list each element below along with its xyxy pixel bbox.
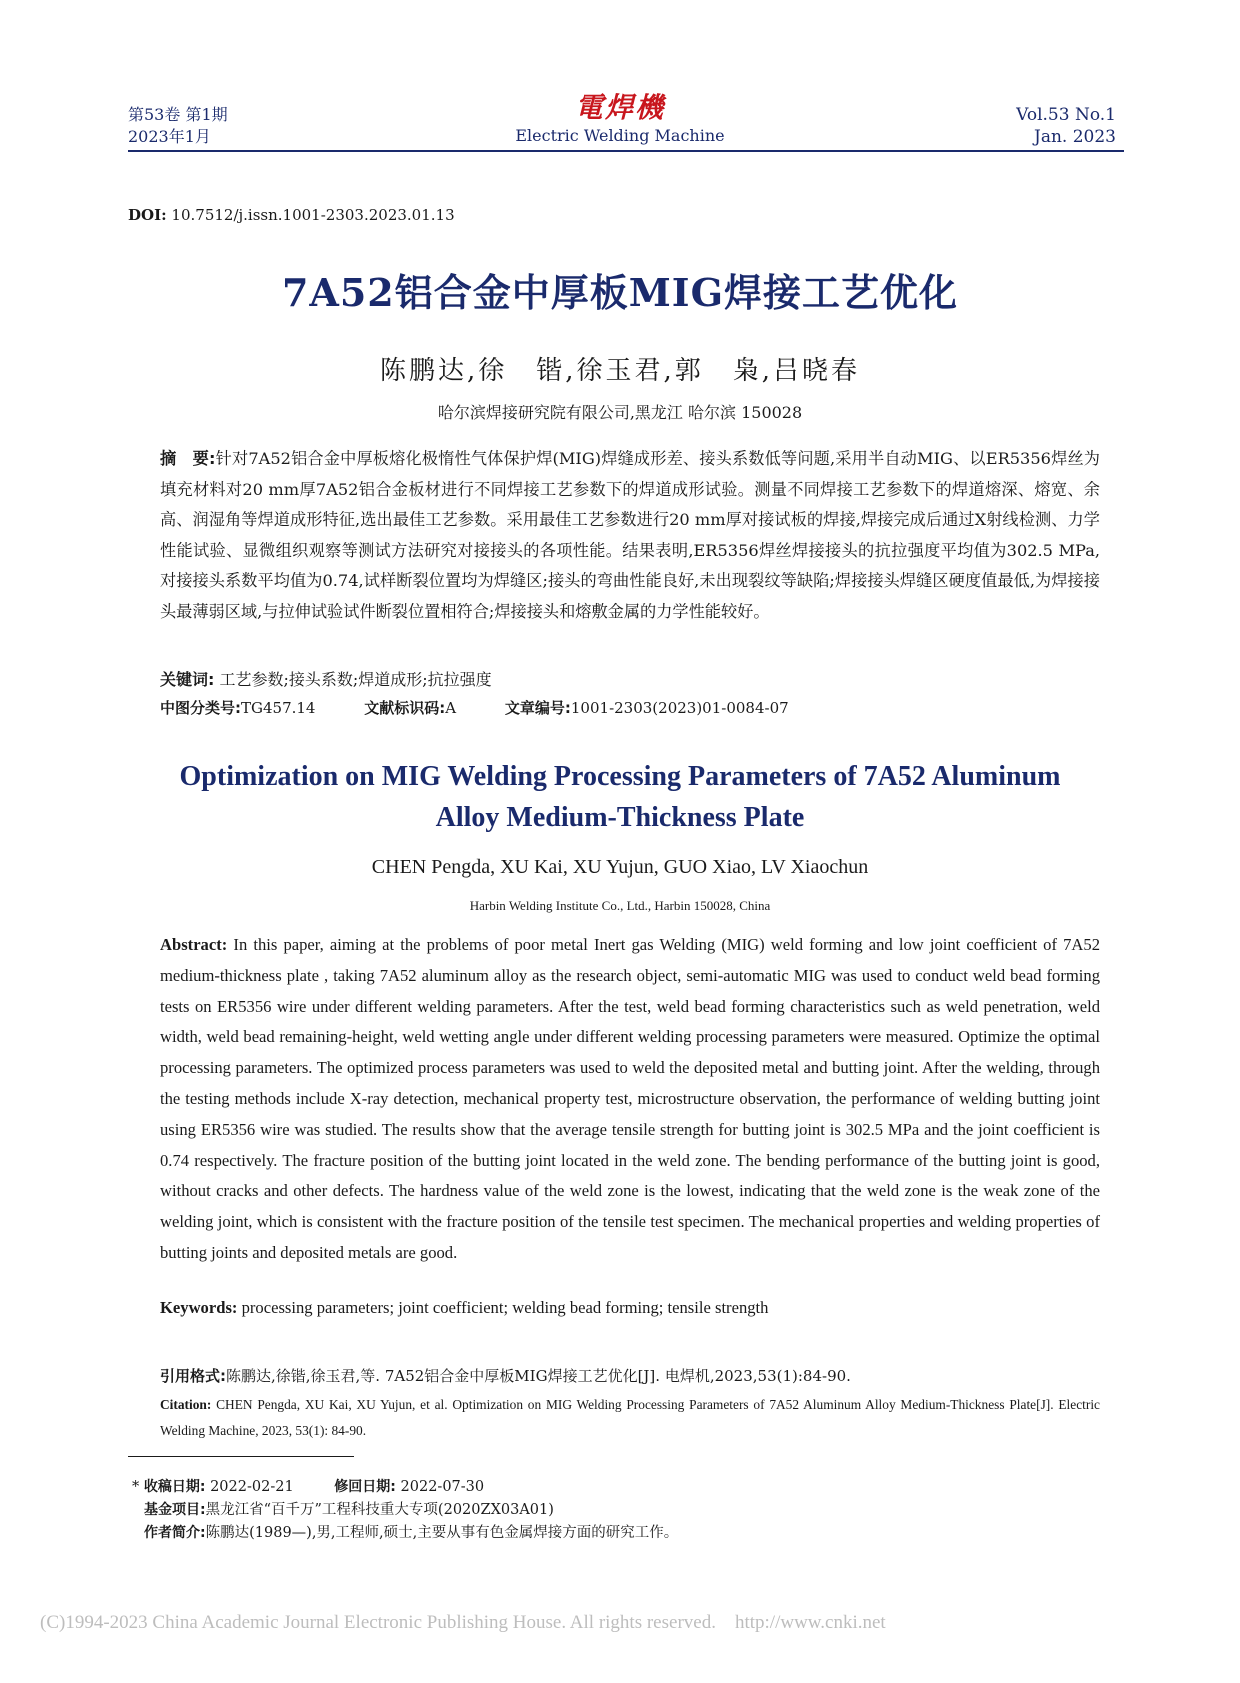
doi-value[interactable]: 10.7512/j.issn.1001-2303.2023.01.13 <box>171 206 455 224</box>
keywords-cn-label: 关键词: <box>160 670 215 689</box>
fund-text: 黑龙江省“百千万”工程科技重大专项(2020ZX03A01) <box>205 1502 554 1518</box>
citation-cn-text: 陈鹏达,徐锴,徐玉君,等. 7A52铝合金中厚板MIG焊接工艺优化[J]. 电焊机,2023,53(1):84-90. <box>226 1367 851 1385</box>
doi-label: DOI: <box>128 206 167 224</box>
received-date: 2022-02-21 <box>210 1479 294 1495</box>
header-volume-en <box>1016 104 1116 148</box>
footnote-star: * <box>132 1479 140 1495</box>
volume-issue-en: Vol.53 No.1 <box>1016 105 1116 125</box>
journal-logo: 電焊機 <box>574 91 665 124</box>
journal-masthead <box>420 92 820 146</box>
received-label: 收稿日期: <box>143 1479 206 1495</box>
citation-en-label: Citation: <box>160 1397 212 1412</box>
header-volume-cn <box>128 104 228 148</box>
fund-label: 基金项目: <box>144 1502 206 1518</box>
abstract-cn-text: 针对7A52铝合金中厚板熔化极惰性气体保护焊(MIG)焊缝成形差、接头系数低等问题,采用半自动MIG、以ER5356焊丝为填充材料对20 mm厚7A52铝合金板材进行不同焊接工艺参数下的焊道成形试验。测量不同焊接工艺参数下的焊道熔深、熔宽、余高、润湿角等焊道成形特征,选出最佳工艺参数。采用最佳工艺参数进行20 mm厚对接试板的焊接,焊接完成后通过X射线检测、力学性能试验、显微组织观察等测试方法研究对接接头的各项性能。结果表明,ER5356焊丝焊接接头的抗拉强度平均值为302.5 MPa,对接接头系数平均值为0.74,试样断裂位置均为焊缝区;接头的弯曲性能良好,未出现裂纹等缺陷;焊接接头焊缝区硬度值最低,为焊接接头最薄弱区域,与拉伸试验试件断裂位置相符合;焊接接头和熔敷金属的力学性能较好。 <box>160 449 1100 621</box>
keywords-en-label: Keywords: <box>160 1298 238 1317</box>
doc-code-item <box>364 699 456 717</box>
citation-en-text: CHEN Pengda, XU Kai, XU Yujun, et al. Optimization on MIG Welding Processing Parameters of 7A52 Aluminum Alloy Medium-Thickness Plate[J]. Electric Welding Machine, 2023, 53(1): 84-90. <box>160 1397 1100 1438</box>
date-cn: 2023年1月 <box>128 127 211 146</box>
article-no-label: 文章编号: <box>504 699 571 717</box>
title-cn: 7A52铝合金中厚板MIG焊接工艺优化 <box>281 270 959 315</box>
abstract-cn-label: 摘 要: <box>160 449 216 468</box>
doc-code-value: A <box>445 699 457 717</box>
authors-cn: 陈鹏达,徐 锴,徐玉君,郭 枭,吕晓春 <box>379 356 861 386</box>
clc-label: 中图分类号: <box>160 699 241 717</box>
citation-en <box>160 1392 1100 1444</box>
abstract-en <box>160 930 1100 1269</box>
citation-cn-label: 引用格式: <box>160 1367 226 1385</box>
clc-item <box>160 699 315 717</box>
affiliation-cn: 哈尔滨焊接研究院有限公司,黑龙江 哈尔滨 150028 <box>437 403 803 422</box>
keywords-en-text: processing parameters; joint coefficient; welding bead forming; tensile strength <box>241 1298 769 1317</box>
footnote-dates <box>132 1476 678 1499</box>
revised-date: 2022-07-30 <box>400 1479 485 1495</box>
author-bio-label: 作者简介: <box>144 1525 206 1541</box>
title-en-line2: Alloy Medium-Thickness Plate <box>435 802 805 833</box>
clc-value: TG457.14 <box>241 699 316 717</box>
affiliation-en: Harbin Welding Institute Co., Ltd., Harbin 150028, China <box>469 898 771 913</box>
revised-label: 修回日期: <box>334 1479 396 1495</box>
copyright-watermark: (C)1994-2023 China Academic Journal Electronic Publishing House. All rights reserved. http://www.cnki.net <box>40 1612 886 1633</box>
title-en-line1: Optimization on MIG Welding Processing Parameters of 7A52 Aluminum <box>179 761 1061 792</box>
date-en: Jan. 2023 <box>1034 127 1116 147</box>
journal-name-en: Electric Welding Machine <box>515 126 725 145</box>
abstract-en-text: In this paper, aiming at the problems of poor metal Inert gas Welding (MIG) weld forming and low joint coefficient of 7A52 medium-thickness plate , taking 7A52 aluminum alloy as the research object, semi-automatic MIG was used to conduct weld bead forming tests on ER5356 wire under different welding parameters. After the test, weld bead forming characteristics such as weld penetration, weld width, weld bead remaining-height, weld wetting angle under different welding processing parameters were measured. Optimize the optimal processing parameters. The optimized process parameters was used to weld the deposited metal and butting joint. After the welding, through the testing methods include X-ray detection, mechanical property test, microstructure observation, the performance of welding butting joint using ER5356 wire was studied. The results show that the average tensile strength for butting joint is 302.5 MPa and the joint coefficient is 0.74 respectively. The fracture position of the butting joint located in the weld zone. The bending performance of the butting joint is good, without cracks and other defects. The hardness value of the weld zone is the lowest, indicating that the weld zone is the weak zone of the welding joint, which is consistent with the fracture position of the tensile test specimen. The mechanical properties and welding properties of butting joints and deposited metals are good. <box>160 935 1101 1262</box>
article-no-value: 1001-2303(2023)01-0084-07 <box>570 699 789 717</box>
footnote <box>132 1476 678 1545</box>
authors-en: CHEN Pengda, XU Kai, XU Yujun, GUO Xiao, LV Xiaochun <box>371 856 869 878</box>
keywords-cn-text: 工艺参数;接头系数;焊道成形;抗拉强度 <box>219 670 492 689</box>
volume-issue-cn: 第53卷 第1期 <box>128 105 228 124</box>
keywords-en <box>160 1298 768 1318</box>
abstract-en-label: Abstract: <box>160 935 228 954</box>
header-divider <box>128 150 1124 152</box>
classification-line <box>160 697 833 718</box>
abstract-cn <box>160 444 1100 628</box>
footnote-author <box>132 1522 678 1545</box>
keywords-cn <box>160 667 492 690</box>
author-bio-text: 陈鹏达(1989—),男,工程师,硕士,主要从事有色金属焊接方面的研究工作。 <box>205 1525 679 1541</box>
doi-line <box>128 206 455 224</box>
citation-cn <box>160 1365 851 1386</box>
article-no-item <box>505 699 789 717</box>
footnote-fund <box>132 1499 678 1522</box>
footnote-divider <box>128 1456 354 1457</box>
doc-code-label: 文献标识码: <box>364 699 446 717</box>
title-en <box>0 756 1240 838</box>
